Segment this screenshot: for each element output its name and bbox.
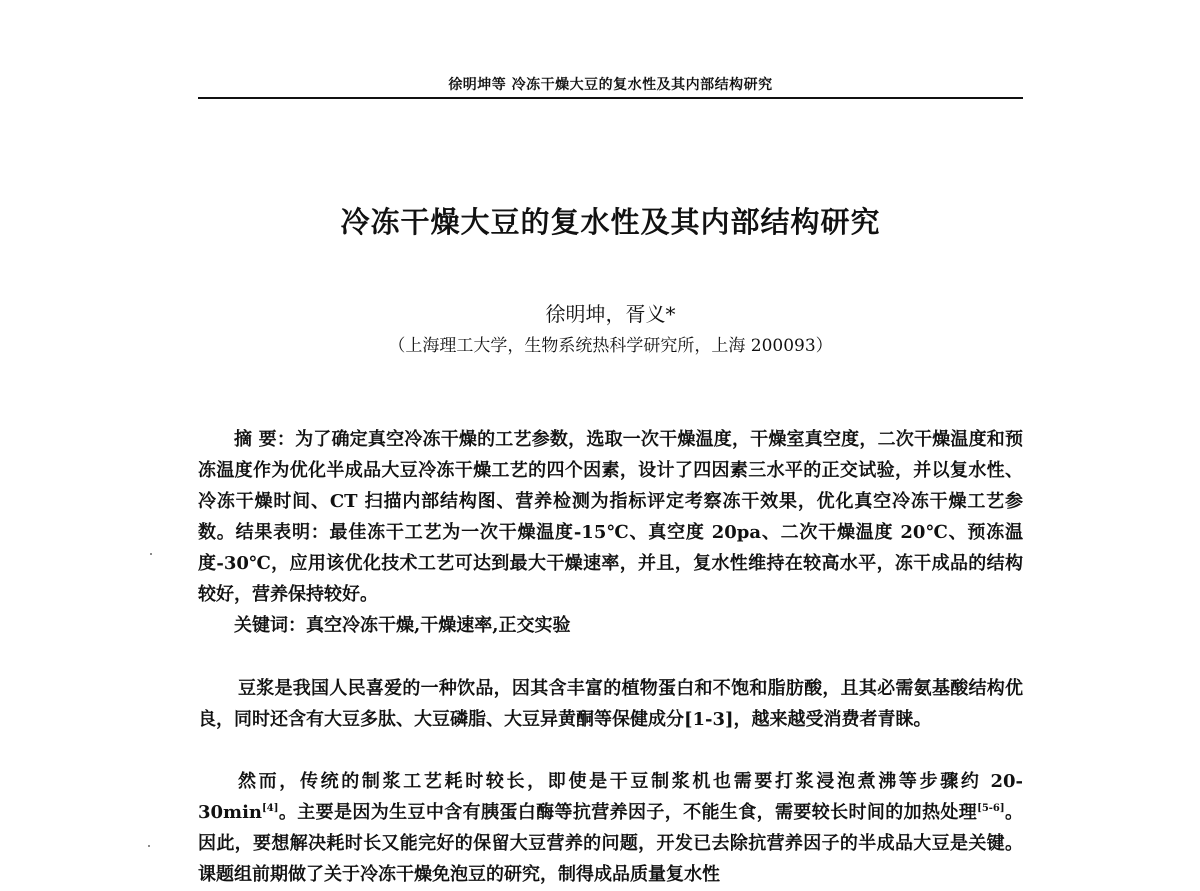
body-paragraph-2-text-b: 。主要是因为生豆中含有胰蛋白酶等抗营养因子，不能生食，需要较长时间的加热处理: [278, 802, 978, 823]
scan-speck: [148, 845, 150, 847]
body-paragraph-2: [198, 766, 1023, 890]
scan-speck: [150, 553, 152, 555]
affiliation: （上海理工大学，生物系统热科学研究所，上海 200093）: [388, 336, 833, 356]
header-rule: [198, 97, 1023, 99]
body-paragraph-2-text-a: 然而，传统的制浆工艺耗时较长，即使是干豆制浆机也需要打浆浸泡煮沸等步骤约 20-30min: [198, 771, 1023, 823]
body-paragraph-2-text-c: 。因此，要想解决耗时长又能完好的保留大豆营养的问题，开发已去除抗营养因子的半成品大豆是关键。课题组前期做了关于冷冻干燥免泡豆的研究，制得成品质量复水性: [198, 802, 1024, 885]
citation-superscript: [5-6]: [977, 803, 1005, 814]
running-header: 徐明坤等 冷冻干燥大豆的复水性及其内部结构研究: [448, 77, 773, 93]
authors: 徐明坤，胥义*: [545, 302, 676, 326]
abstract-text: 为了确定真空冷冻干燥的工艺参数，选取一次干燥温度，干燥室真空度，二次干燥温度和预冻温度作为优化半成品大豆冷冻干燥工艺的四个因素，设计了四因素三水平的正交试验，并以复水性、冷冻干燥时间、CT 扫描内部结构图、营养检测为指标评定考察冻干效果，优化真空冷冻干燥工艺参数。结果表明：最佳冻干工艺为一次干燥温度-15℃、真空度 20pa、二次干燥温度 20℃、预冻温度-30℃，应用该优化技术工艺可达到最大干燥速率，并且，复水性维持在较高水平，冻干成品的结构较好，营养保持较好。: [198, 429, 1023, 605]
keywords-label: 关键词：: [234, 615, 306, 636]
keywords-text: 真空冷冻干燥,干燥速率,正交实验: [306, 615, 571, 636]
body-paragraph-1: [198, 673, 1023, 735]
citation-superscript: [4]: [262, 803, 279, 814]
abstract: [198, 424, 1023, 610]
paper-title: 冷冻干燥大豆的复水性及其内部结构研究: [340, 205, 881, 239]
keywords: [198, 610, 1023, 641]
abstract-label: 摘 要：: [234, 429, 296, 450]
body-paragraph-1-text: 豆浆是我国人民喜爱的一种饮品，因其含丰富的植物蛋白和不饱和脂肪酸，且其必需氨基酸结构优良，同时还含有大豆多肽、大豆磷脂、大豆异黄酮等保健成分[1-3]，越来越受消费者青睐。: [198, 678, 1023, 730]
